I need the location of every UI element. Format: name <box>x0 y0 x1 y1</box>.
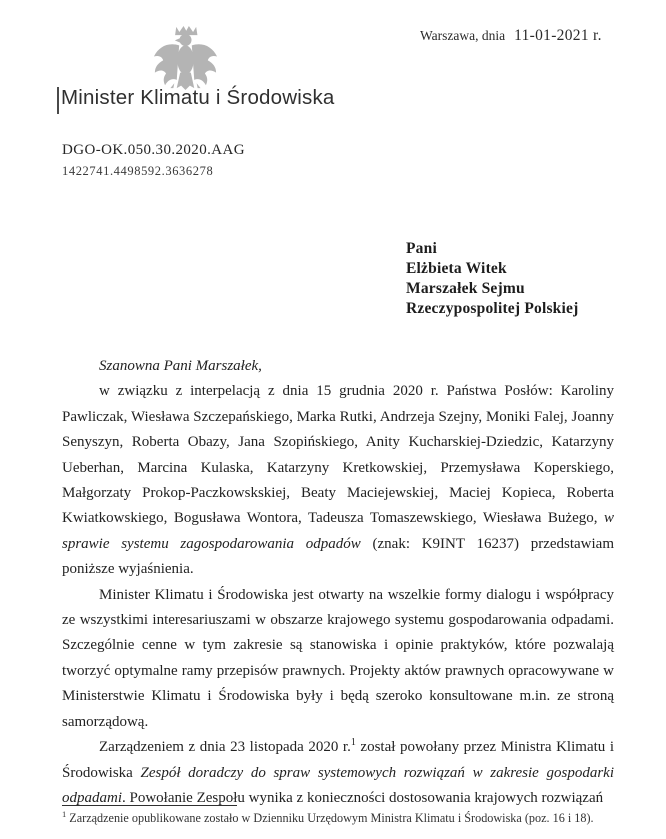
date-value: 11-01-2021 r. <box>514 27 602 44</box>
reference-number: DGO-OK.050.30.2020.AAG <box>62 142 245 158</box>
recipient-line: Marszałek Sejmu <box>406 280 525 297</box>
minister-title: Minister Klimatu i Środowiska <box>61 86 335 109</box>
paragraph-text: Minister Klimatu i Środowiska jest otwarty na wszelkie formy dialogu i współpracy ze wszystkimi interesariuszami w obszarze krajowego systemu gospodarowania odpadami. Szczególnie cenne w tym zakresie są stanowiska i opinie praktyków, które pozwalają tworzyć optymalne ramy przepisów prawnych. Projekty aktów prawnych opracowywane w Ministerstwie Klimatu i Środowiska były i będą szeroko konsultowane m.in. ze stroną samorządową. <box>62 586 614 730</box>
paragraph-text: . Powołanie Zespołu wynika z konieczności dostosowania krajowych rozwiązań <box>122 789 604 806</box>
footnote-separator <box>62 805 237 806</box>
text-cursor-artifact <box>57 87 59 114</box>
body-paragraph-2 <box>62 583 614 735</box>
paragraph-text: Zarządzeniem z dnia 23 listopada 2020 r. <box>99 739 351 756</box>
polish-eagle-emblem-icon <box>151 23 219 93</box>
footnote-reference: 1 <box>350 737 356 749</box>
recipient-block <box>406 239 578 319</box>
paragraph-italic-text: Zespół doradczy do spraw systemowych rozwiązań w zakresie gospodarki odpadami <box>62 764 614 806</box>
paragraph-text: został powołany przez Ministra Klimatu i Środowiska <box>62 739 614 781</box>
letter-body <box>62 354 614 811</box>
paragraph-italic-text: w sprawie systemu zagospodarowania odpadów <box>62 510 614 552</box>
paragraph-text: w związku z interpelacją z dnia 15 grudnia 2020 r. Państwa Posłów: Karoliny Pawliczak, Wiesława Szczepańskiego, Marka Rutki, Andrzeja Szejny, Moniki Falej, Joanny Senyszyn, Roberta Obazy, Jana Szopińskiego, Anity Kucharskiej-Dziedzic, Katarzyny Ueberhan, Marcina Kulaska, Katarzyny Kretkowskiej, Przemysława Koperskiego, Małgorzaty Prokop-Paczkowskskiej, Beaty Maciejewskiej, Maciej Kopieca, Roberta Kwiatkowskiego, Bogusława Wontora, Tadeusza Tomaszewskiego, Wiesława Bużego, <box>62 383 614 527</box>
salutation: Szanowna Pani Marszałek, <box>99 358 262 374</box>
paragraph-text: (znak: K9INT 16237) przedstawiam poniższe wyjaśnienia. <box>62 535 614 578</box>
footnote-marker: 1 <box>62 808 67 819</box>
dateline <box>420 27 602 45</box>
footnote <box>62 808 614 826</box>
recipient-line: Elżbieta Witek <box>406 260 507 277</box>
body-paragraph-1 <box>62 379 614 582</box>
document-id-number: 1422741.4498592.3636278 <box>62 164 214 178</box>
body-paragraph-3 <box>62 735 614 811</box>
recipient-line: Rzeczypospolitej Polskiej <box>406 300 579 317</box>
footnote-text: Zarządzenie opublikowane zostało w Dzienniku Urzędowym Ministra Klimatu i Środowiska (poz. 16 i 18). <box>66 811 594 825</box>
place-date-label: Warszawa, dnia <box>420 28 506 43</box>
recipient-line: Pani <box>406 240 437 257</box>
